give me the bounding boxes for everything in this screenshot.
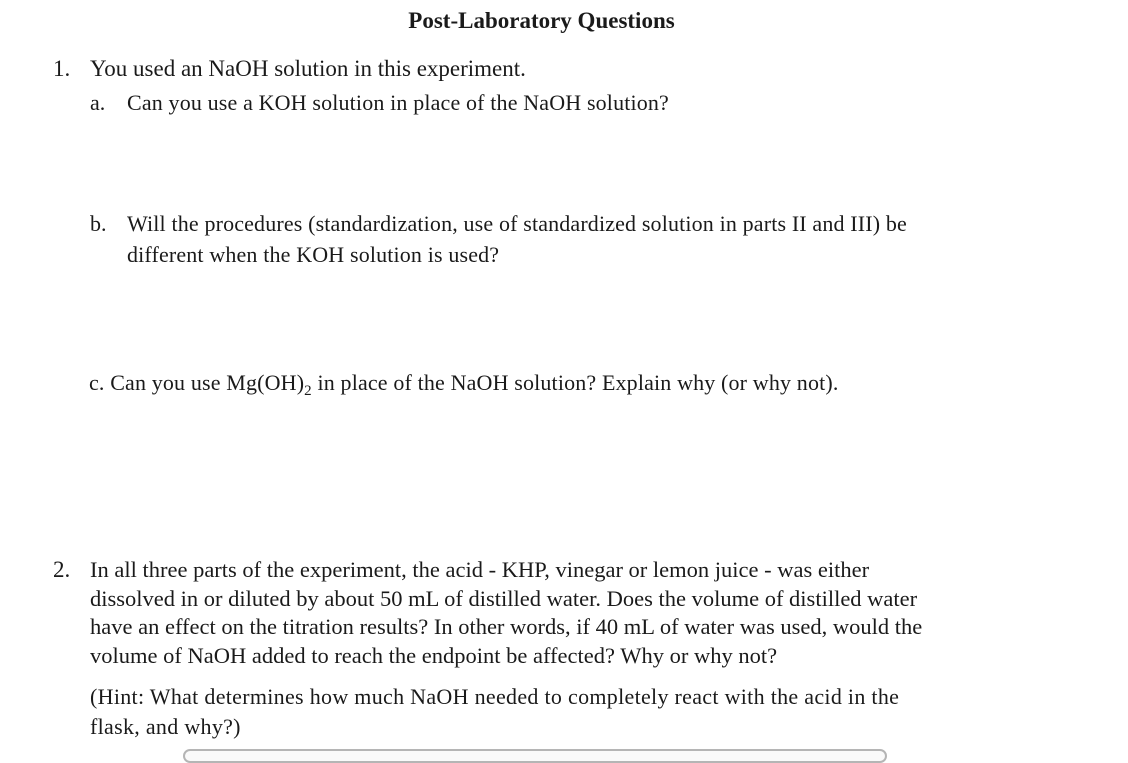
question-1a-letter: a. [90, 90, 106, 115]
question-1c-text [89, 370, 839, 399]
question-1b-line-1: Will the procedures (standardization, use of standardized solution in parts II and III) be [127, 211, 907, 236]
question-2-line-1: In all three parts of the experiment, the acid - KHP, vinegar or lemon juice - was either [90, 557, 870, 582]
question-1b-letter: b. [90, 211, 107, 236]
subscript-2: 2 [304, 383, 312, 399]
hint-line-1: (Hint: What determines how much NaOH needed to completely react with the acid in the [90, 684, 900, 709]
page-title: Post-Laboratory Questions [408, 8, 675, 33]
question-2-line-2: dissolved in or diluted by about 50 mL of distilled water. Does the volume of distilled water [90, 586, 918, 611]
question-1-number: 1. [53, 56, 71, 81]
question-1c-suffix: in place of the NaOH solution? Explain why (or why not). [311, 370, 839, 395]
question-1a-text: Can you use a KOH solution in place of the NaOH solution? [127, 90, 669, 115]
question-2-line-3: have an effect on the titration results? In other words, if 40 mL of water was used, would the [90, 614, 923, 639]
question-2-line-4: volume of NaOH added to reach the endpoint be affected? Why or why not? [90, 643, 778, 668]
question-1b-line-2: different when the KOH solution is used? [127, 242, 500, 267]
hint-line-2: flask, and why?) [90, 714, 241, 739]
question-1-text: You used an NaOH solution in this experiment. [90, 56, 526, 81]
bottom-scrollbar-edge [183, 749, 887, 763]
question-1c-prefix: c. Can you use Mg(OH) [89, 370, 305, 395]
question-2-number: 2. [53, 557, 71, 582]
